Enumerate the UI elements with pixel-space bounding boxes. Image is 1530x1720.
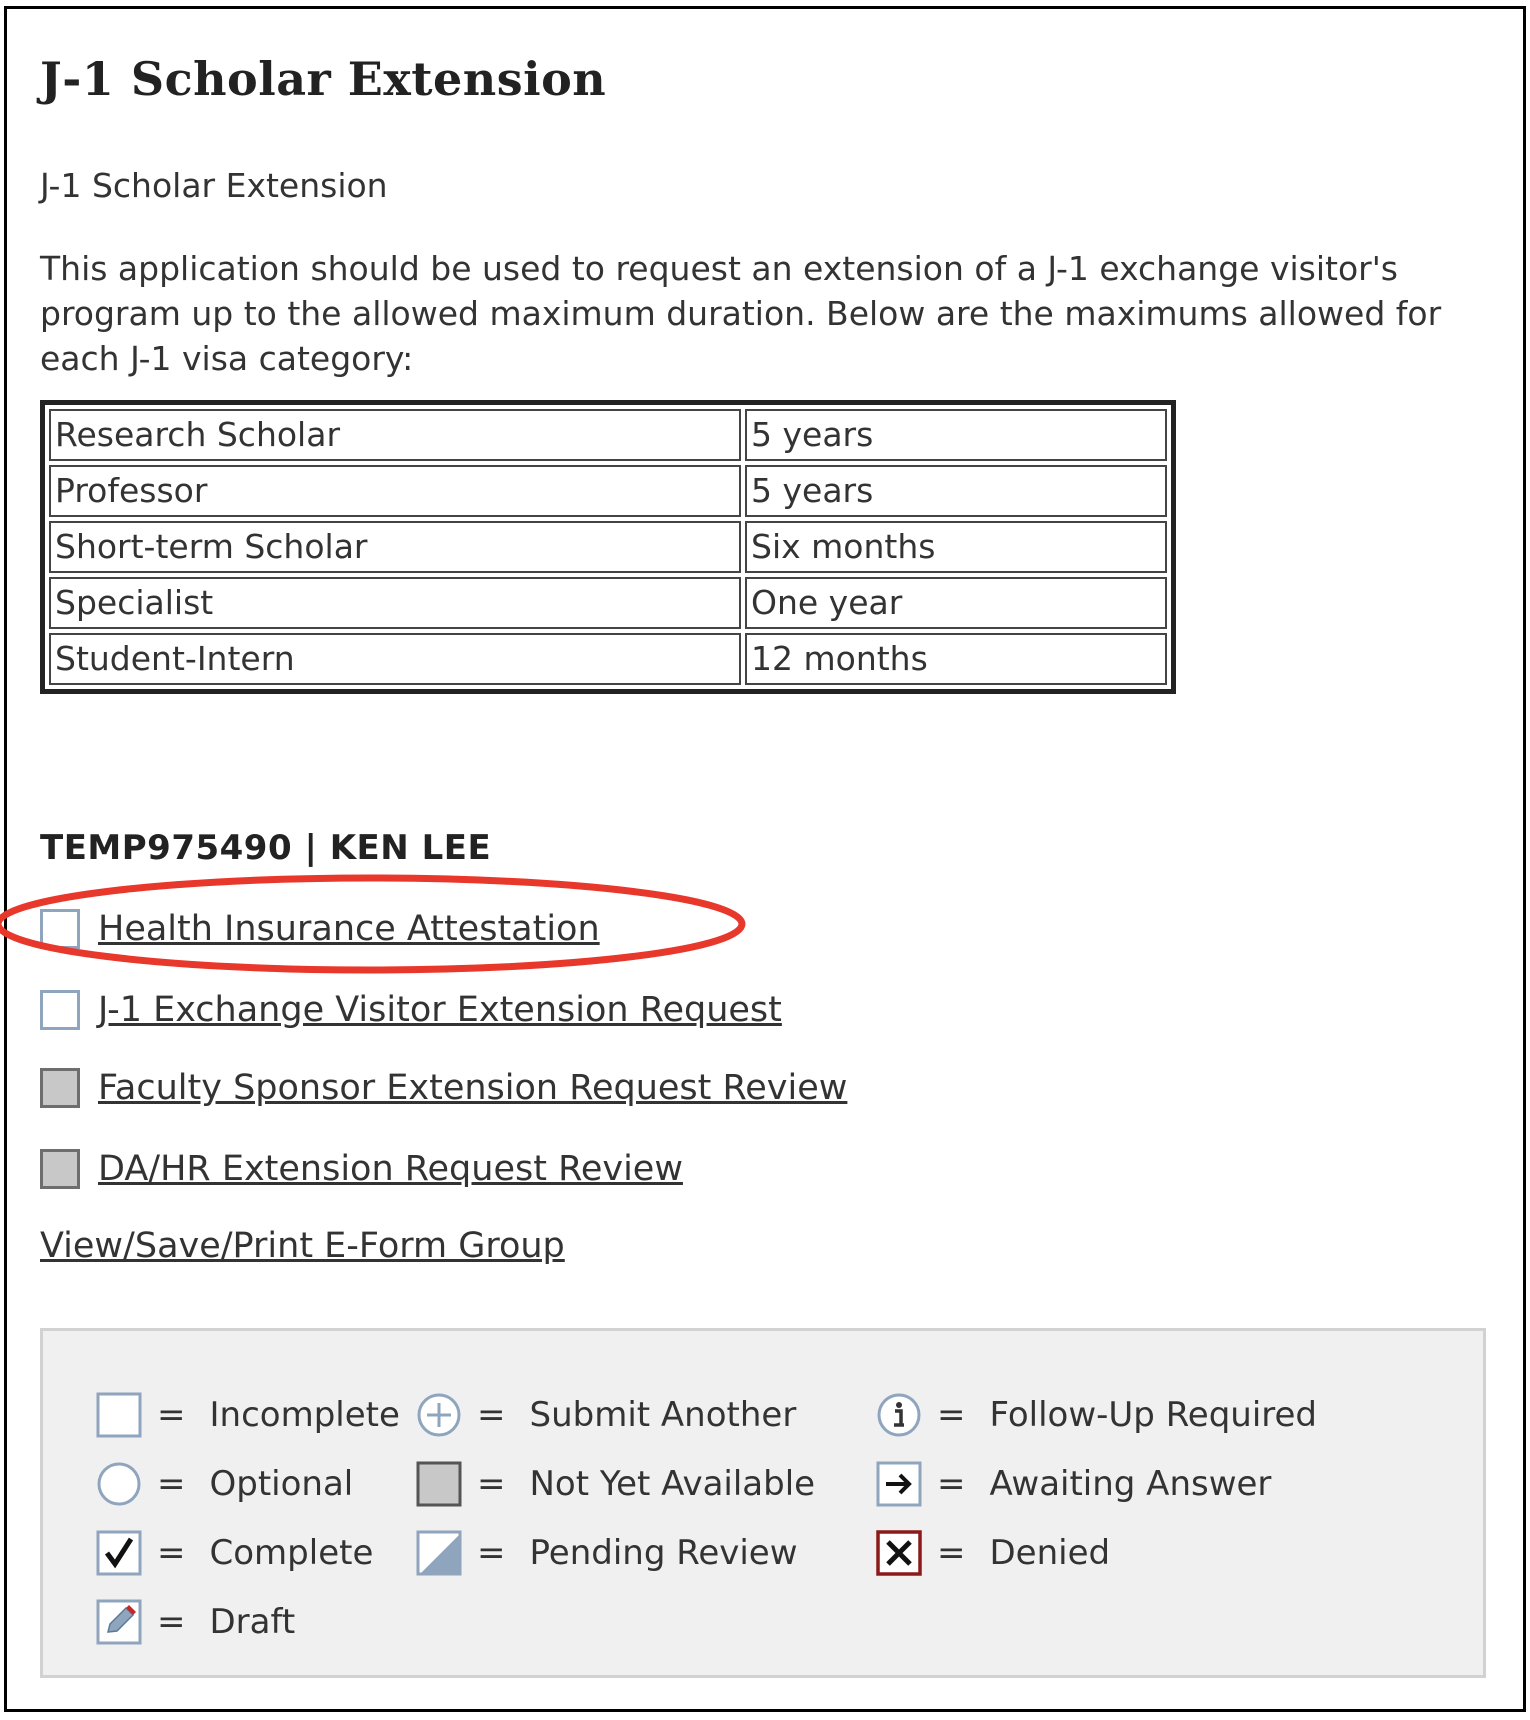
table-row — [49, 577, 1167, 629]
page-description: This application should be used to request an extension of a J-1 exchange visitor's program up to the allowed maximum duration. Below are the maximums allowed for each J-1 visa category: — [40, 249, 1442, 378]
form-item-extension-request[interactable] — [40, 984, 782, 1036]
table-row — [49, 633, 1167, 685]
category-cell: Research Scholar — [49, 409, 741, 461]
form-item-faculty-review[interactable] — [40, 1062, 847, 1114]
category-cell: Specialist — [49, 577, 741, 629]
follow-up-icon — [875, 1391, 923, 1439]
duration-table — [40, 400, 1176, 694]
duration-cell: Six months — [745, 521, 1167, 573]
legend-item: = Pending Review — [415, 1528, 798, 1578]
view-save-print-link[interactable]: View/Save/Print E-Form Group — [40, 1226, 565, 1266]
legend-item: = Incomplete — [95, 1390, 400, 1440]
legend-item: = Submit Another — [415, 1390, 796, 1440]
not-yet-available-icon — [415, 1460, 463, 1508]
form-link-health-insurance[interactable]: Health Insurance Attestation — [98, 909, 600, 949]
duration-cell: 5 years — [745, 465, 1167, 517]
legend-item: = Denied — [875, 1528, 1110, 1578]
legend-item: = Not Yet Available — [415, 1459, 815, 1509]
legend-label: Draft — [209, 1602, 296, 1642]
form-item-dahr-review[interactable] — [40, 1143, 683, 1195]
incomplete-icon — [40, 909, 80, 949]
not-yet-available-icon — [40, 1149, 80, 1189]
legend-label: Follow-Up Required — [989, 1395, 1318, 1435]
incomplete-icon — [95, 1391, 143, 1439]
form-link-dahr-review[interactable]: DA/HR Extension Request Review — [98, 1149, 683, 1189]
page-subtitle: J-1 Scholar Extension — [40, 166, 388, 205]
category-cell: Student-Intern — [49, 633, 741, 685]
legend-item: = Draft — [95, 1597, 295, 1647]
table-row — [49, 409, 1167, 461]
legend-label: Awaiting Answer — [989, 1464, 1272, 1504]
duration-cell: 5 years — [745, 409, 1167, 461]
table-row — [49, 521, 1167, 573]
form-link-faculty-review[interactable]: Faculty Sponsor Extension Request Review — [98, 1068, 848, 1108]
legend-label: Pending Review — [529, 1533, 798, 1573]
table-row — [49, 465, 1167, 517]
legend-item: = Follow-Up Required — [875, 1390, 1317, 1440]
form-link-extension-request[interactable]: J-1 Exchange Visitor Extension Request — [98, 990, 782, 1030]
legend-label: Complete — [209, 1533, 374, 1573]
legend-label: Not Yet Available — [529, 1464, 816, 1504]
legend-item: = Awaiting Answer — [875, 1459, 1271, 1509]
legend-item: = Complete — [95, 1528, 373, 1578]
incomplete-icon — [40, 990, 80, 1030]
legend-label: Incomplete — [209, 1395, 400, 1435]
page-title: J-1 Scholar Extension — [40, 52, 607, 106]
legend-label: Denied — [989, 1533, 1111, 1573]
optional-icon — [95, 1460, 143, 1508]
legend-item: = Optional — [95, 1459, 353, 1509]
duration-cell: 12 months — [745, 633, 1167, 685]
legend-label: Optional — [209, 1464, 354, 1504]
status-legend — [40, 1328, 1486, 1678]
duration-cell: One year — [745, 577, 1167, 629]
draft-icon — [95, 1598, 143, 1646]
denied-icon — [875, 1529, 923, 1577]
not-yet-available-icon — [40, 1068, 80, 1108]
complete-icon — [95, 1529, 143, 1577]
pending-review-icon — [415, 1529, 463, 1577]
submit-another-icon — [415, 1391, 463, 1439]
student-header: TEMP975490 | KEN LEE — [40, 828, 492, 868]
awaiting-answer-icon — [875, 1460, 923, 1508]
category-cell: Short-term Scholar — [49, 521, 741, 573]
category-cell: Professor — [49, 465, 741, 517]
legend-label: Submit Another — [529, 1395, 797, 1435]
form-item-health-insurance[interactable] — [40, 903, 600, 955]
